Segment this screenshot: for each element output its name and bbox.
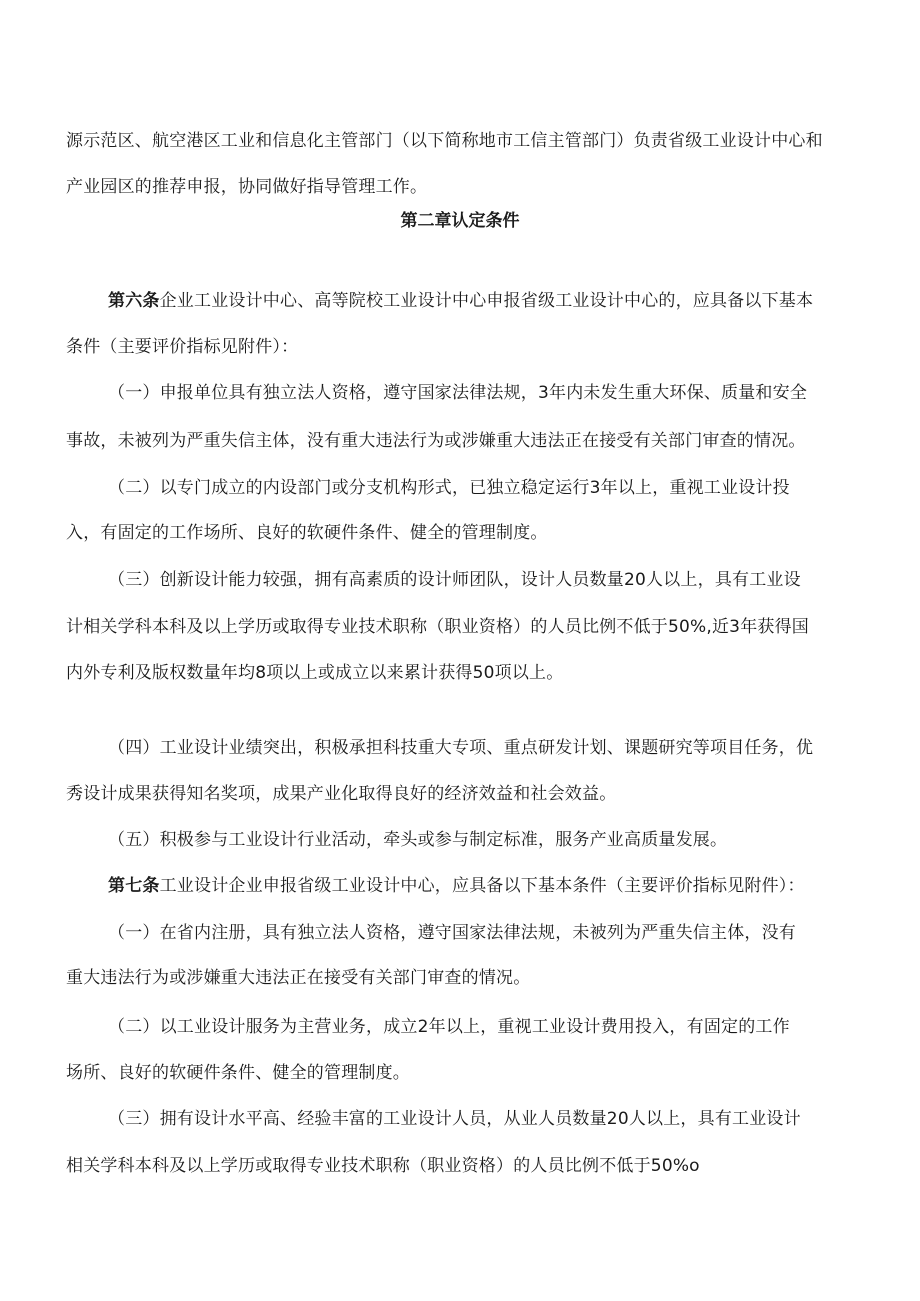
article-6-item-2-line-1: （二）以专门成立的内设部门或分支机构形式，已独立稳定运行3年以上，重视工业设计投 bbox=[108, 478, 790, 498]
article-7-item-3-line-1: （三）拥有设计水平高、经验丰富的工业设计人员，从业人员数量20人以上，具有工业设计 bbox=[108, 1109, 801, 1129]
article-7-item-1-line-1: （一）在省内注册，具有独立法人资格，遵守国家法律法规，未被列为严重失信主体，没有 bbox=[108, 923, 796, 943]
article-6-item-1-line-2: 事故，未被列为严重失信主体，没有重大违法行为或涉嫌重大违法正在接受有关部门审查的情况。 bbox=[66, 431, 806, 451]
article-6-item-4-line-2: 秀设计成果获得知名奖项，成果产业化取得良好的经济效益和社会效益。 bbox=[66, 784, 617, 804]
article-6-line-1 bbox=[108, 290, 881, 312]
intro-text-line-2: 产业园区的推荐申报，协同做好指导管理工作。 bbox=[66, 177, 428, 197]
article-7-item-1-line-2: 重大违法行为或涉嫌重大违法正在接受有关部门审查的情况。 bbox=[66, 968, 531, 988]
article-6-item-3-line-2: 计相关学科本科及以上学历或取得专业技术职称（职业资格）的人员比例不低于50%,近3年获得国 bbox=[66, 617, 810, 637]
article-6-item-5-line-1: （五）积极参与工业设计行业活动，牵头或参与制定标准，服务产业高质量发展。 bbox=[108, 830, 728, 850]
article-7-line-1 bbox=[108, 875, 881, 897]
article-6-item-3-line-3: 内外专利及版权数量年均8项以上或成立以来累计获得50项以上。 bbox=[66, 663, 564, 683]
article-7-item-2-line-2: 场所、良好的软硬件条件、健全的管理制度。 bbox=[66, 1063, 410, 1083]
article-6-item-4-line-1: （四）工业设计业绩突出，积极承担科技重大专项、重点研发计划、课题研究等项目任务，优 bbox=[108, 738, 814, 758]
article-6-item-3-line-1: （三）创新设计能力较强，拥有高素质的设计师团队，设计人员数量20人以上，具有工业设 bbox=[108, 570, 801, 590]
article-6-item-1-line-1: （一）申报单位具有独立法人资格，遵守国家法律法规，3年内未发生重大环保、质量和安全 bbox=[108, 383, 808, 403]
chapter-title: 第二章认定条件 bbox=[400, 211, 520, 231]
article-7-item-2-line-1: （二）以工业设计服务为主营业务，成立2年以上，重视工业设计费用投入，有固定的工作 bbox=[108, 1017, 790, 1037]
intro-text-line-1: 源示范区、航空港区工业和信息化主管部门（以下简称地市工信主管部门）负责省级工业设计中心和 bbox=[66, 131, 823, 151]
article-6-label: 第六条 bbox=[108, 291, 160, 311]
article-6-line-2: 条件（主要评价指标见附件）： bbox=[66, 337, 299, 357]
article-6-item-2-line-2: 入，有固定的工作场所、良好的软硬件条件、健全的管理制度。 bbox=[66, 523, 548, 543]
article-7-text: 工业设计企业申报省级工业设计中心，应具备以下基本条件（主要评价指标见附件）： bbox=[159, 876, 805, 896]
article-6-text: 企业工业设计中心、高等院校工业设计中心申报省级工业设计中心的，应具备以下基本 bbox=[159, 291, 814, 311]
article-7-label: 第七条 bbox=[108, 876, 160, 896]
article-7-item-3-line-2: 相关学科本科及以上学历或取得专业技术职称（职业资格）的人员比例不低于50%o bbox=[66, 1156, 700, 1176]
